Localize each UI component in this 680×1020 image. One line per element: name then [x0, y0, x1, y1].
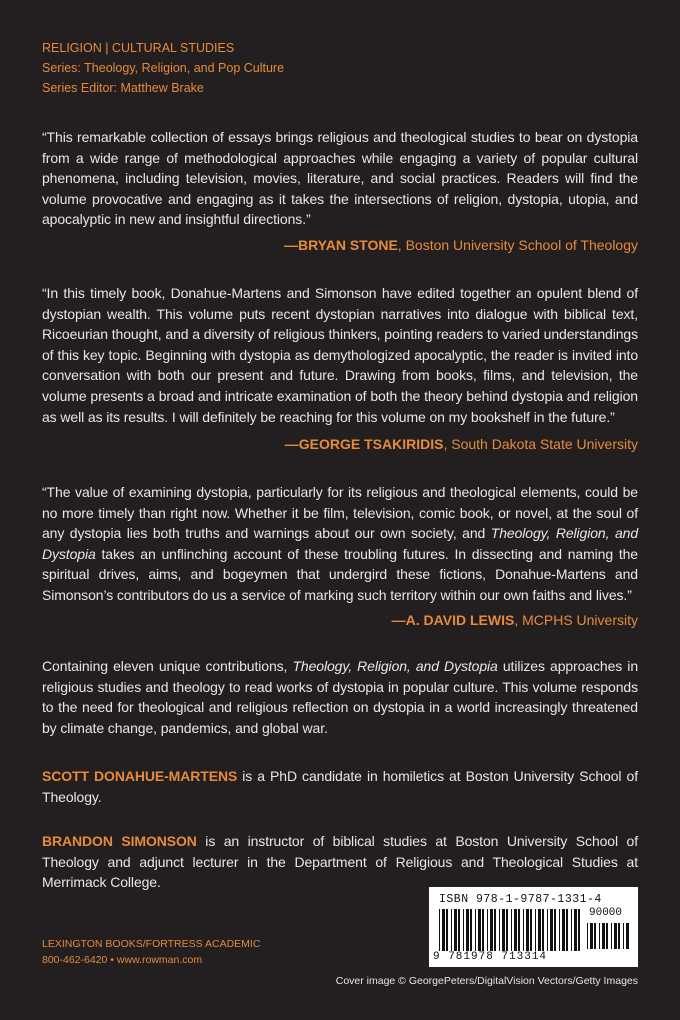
barcode-bar [466, 909, 469, 951]
description-part-b: utilizes approaches in religious studies and theology to read works of dystopia in popular culture. This volume responds to the need for theological and religious reflection on dystopia in a world increasingly threatened by climate change, pandemics, and global war. [42, 658, 639, 736]
barcode-bar [571, 909, 572, 951]
barcode-bar [506, 909, 508, 951]
barcode-bar [482, 909, 484, 951]
barcode-bar [614, 923, 617, 949]
barcode-bar [475, 909, 476, 951]
barcode-bar [518, 909, 520, 951]
barcode-bar [574, 909, 577, 951]
barcode [429, 887, 638, 967]
barcode-bar [530, 909, 532, 951]
blurb-3-quote [42, 482, 638, 606]
barcode-bar [618, 923, 620, 949]
blurb-1-name: —BRYAN STONE [283, 237, 398, 253]
author-bio-2 [42, 831, 638, 893]
barcode-bar [623, 923, 624, 949]
barcode-bar [578, 909, 580, 951]
barcode-bar [566, 909, 568, 951]
barcode-bar [442, 909, 445, 951]
barcode-bar [451, 909, 452, 951]
barcode-bar [454, 909, 457, 951]
blurb-2-name: —GEORGE TSAKIRIDIS [284, 436, 444, 452]
publisher-footer [42, 936, 260, 968]
barcode-bar [542, 909, 544, 951]
blurb-3-name: —A. DAVID LEWIS [391, 612, 515, 628]
barcode-bar [463, 909, 464, 951]
description-book-title: Theology, Religion, and Dystopia [292, 658, 498, 674]
series-label: Series: Theology, Religion, and Pop Culture [42, 61, 285, 75]
barcode-bar [590, 923, 593, 949]
publisher-name: LEXINGTON BOOKS/FORTRESS ACADEMIC [42, 938, 261, 950]
barcode-bar [606, 923, 608, 949]
barcode-bar [599, 923, 600, 949]
barcode-bar [494, 909, 496, 951]
barcode-bar [514, 909, 517, 951]
author-2-name: BRANDON SIMONSON [42, 833, 197, 849]
blurb-2-attribution [285, 434, 638, 454]
barcode-bar [594, 923, 596, 949]
barcode-bar [490, 909, 493, 951]
blurb-3-book-title: Theology, Religion, and Dystopia [42, 525, 639, 562]
blurb-2-quote: “In this timely book, Donahue-Martens and Simonson have edited together an opulent blend of dystopian wealth. This volume puts recent dystopian narratives into dialogue with biblical text, Ricoeurian thought, and a diversity of religious thinkers, pointing readers to varied understandings of this key topic. Beginning with dystopia as demythologized apocalyptic, the reader is invited into conversation with both our present and future. Drawing from books, films, and television, the volume presents a broad and intricate examination of both the theory behind dystopia and religion as well as its results. I will definitely be reaching for this volume on my bookshelf in the future.” [42, 285, 638, 425]
barcode-bar [458, 909, 460, 951]
barcode-bar [559, 909, 560, 951]
barcode-bar [554, 909, 556, 951]
barcode-bar [478, 909, 481, 951]
barcode-bar [587, 923, 588, 949]
barcode-bar [526, 909, 529, 951]
blurb-3-attribution [392, 610, 638, 630]
blurb-1-quote: “This remarkable collection of essays brings religious and theological studies to bear on dystopia from a wide range of methodological approaches while engaging a variety of popular cultural phenomena, including television, movies, literature, and social practices. Readers will find the volume provocative and engaging as it takes the intersections of religion, dystopia, utopia, and apocalyptic in new and insightful directions.” [42, 129, 638, 228]
blurb-1-affiliation: , Boston University School of Theology [397, 237, 638, 253]
book-description [42, 656, 638, 738]
cover-image-credit: Cover image © GeorgePeters/DigitalVision Vectors/Getty Images [335, 975, 638, 987]
barcode-bar [470, 909, 472, 951]
barcode-bar [511, 909, 512, 951]
blurb-3-quote-part-a: “The value of examining dystopia, particularly for its religious and theological elements, could be no more timely than right now. Whether it be film, television, comic book, or novel, at the soul of any dystopia lies both truths and warnings about our own society, and [42, 484, 638, 542]
blurb-3-affiliation: , MCPHS University [514, 612, 638, 628]
blurb-3-quote-part-b: takes an unflinching account of these troubling futures. In dissecting and naming the spiritual drives, aims, and bogeymen that undergird these fictions, Donahue-Martens and Simonson’s contributors do us a service of marking such territory within our own faiths and lives.” [42, 545, 638, 603]
barcode-bar [602, 923, 605, 949]
series-editor-label: Series Editor: Matthew Brake [42, 81, 204, 95]
barcode-addon-bars-icon [587, 923, 631, 949]
barcode-bar [547, 909, 548, 951]
description-part-a: Containing eleven unique contributions, [42, 658, 293, 674]
barcode-bar [499, 909, 500, 951]
barcode-bar [523, 909, 524, 951]
author-bio-1 [42, 766, 638, 807]
barcode-bar [487, 909, 488, 951]
author-1-bio: is a PhD candidate in homiletics at Boston University School of Theology. [42, 768, 638, 805]
barcode-bar [446, 909, 448, 951]
author-2-bio: is an instructor of biblical studies at Boston University School of Theology and adjunct lecturer in the Department of Religious and Theological Studies at Merrimack College. [42, 833, 638, 891]
author-1-name: SCOTT DONAHUE-MARTENS [42, 768, 238, 784]
ean-text: 9 781978 713314 [433, 951, 548, 963]
barcode-bar [439, 909, 440, 951]
barcode-bars-icon [439, 909, 581, 953]
header [42, 38, 284, 98]
category-label: RELIGION | CULTURAL STUDIES [42, 41, 235, 55]
barcode-bar [550, 909, 553, 951]
barcode-bar [626, 923, 629, 949]
blurb-2-affiliation: , South Dakota State University [443, 436, 638, 452]
publisher-contact: 800-462-6420 • www.rowman.com [42, 954, 203, 966]
barcode-bar [502, 909, 505, 951]
barcode-bar [562, 909, 565, 951]
barcode-bar [535, 909, 536, 951]
barcode-bar [611, 923, 612, 949]
blurb-1-attribution [284, 235, 638, 255]
barcode-bar [538, 909, 541, 951]
barcode-addon-number: 90000 [589, 907, 623, 919]
isbn-text: ISBN 978-1-9787-1331-4 [439, 893, 602, 906]
